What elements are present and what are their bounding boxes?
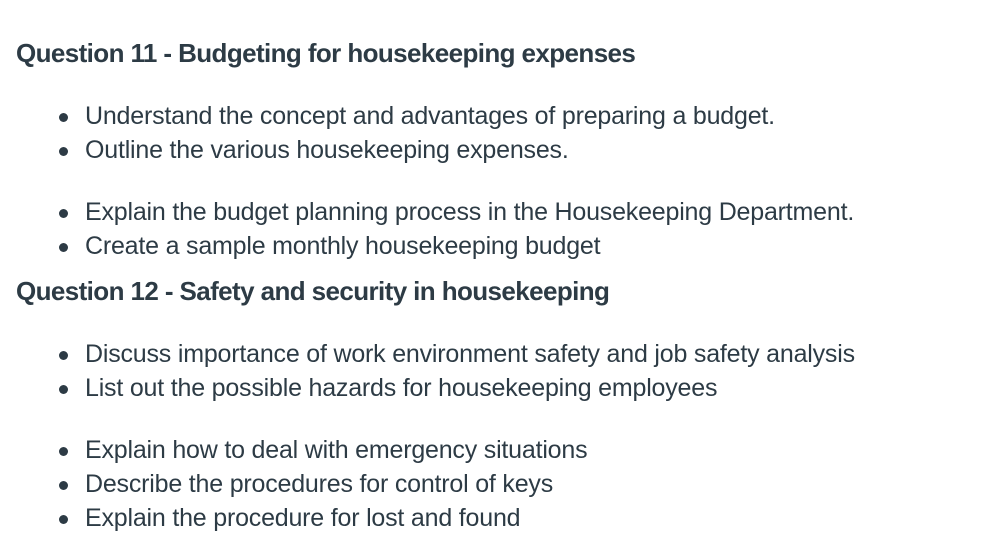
bullet-icon	[59, 447, 68, 456]
bullet-list	[16, 195, 966, 263]
list-item: List out the possible hazards for housekeeping employees	[85, 371, 966, 405]
bullet-icon	[59, 209, 68, 218]
bullet-icon	[59, 113, 68, 122]
list-item: Create a sample monthly housekeeping budget	[85, 229, 966, 263]
bullet-icon	[59, 147, 68, 156]
bullet-list	[16, 99, 966, 167]
section-heading-question-12: Question 12 - Safety and security in housekeeping	[16, 276, 610, 306]
list-item: Explain the procedure for lost and found	[85, 501, 966, 535]
list-item: Outline the various housekeeping expenses.	[85, 133, 966, 167]
section-heading-question-11: Question 11 - Budgeting for housekeeping expenses	[16, 38, 636, 68]
list-item: Describe the procedures for control of keys	[85, 467, 966, 501]
bullet-list	[16, 433, 966, 535]
bullet-icon	[59, 243, 68, 252]
bullet-icon	[59, 515, 68, 524]
list-item: Explain how to deal with emergency situations	[85, 433, 966, 467]
bullet-icon	[59, 385, 68, 394]
bullet-icon	[59, 351, 68, 360]
list-item: Explain the budget planning process in the Housekeeping Department.	[85, 195, 966, 229]
bullet-list	[16, 337, 966, 405]
list-item: Understand the concept and advantages of preparing a budget.	[85, 99, 966, 133]
document-content	[16, 34, 966, 535]
list-item: Discuss importance of work environment safety and job safety analysis	[85, 337, 966, 371]
bullet-icon	[59, 481, 68, 490]
